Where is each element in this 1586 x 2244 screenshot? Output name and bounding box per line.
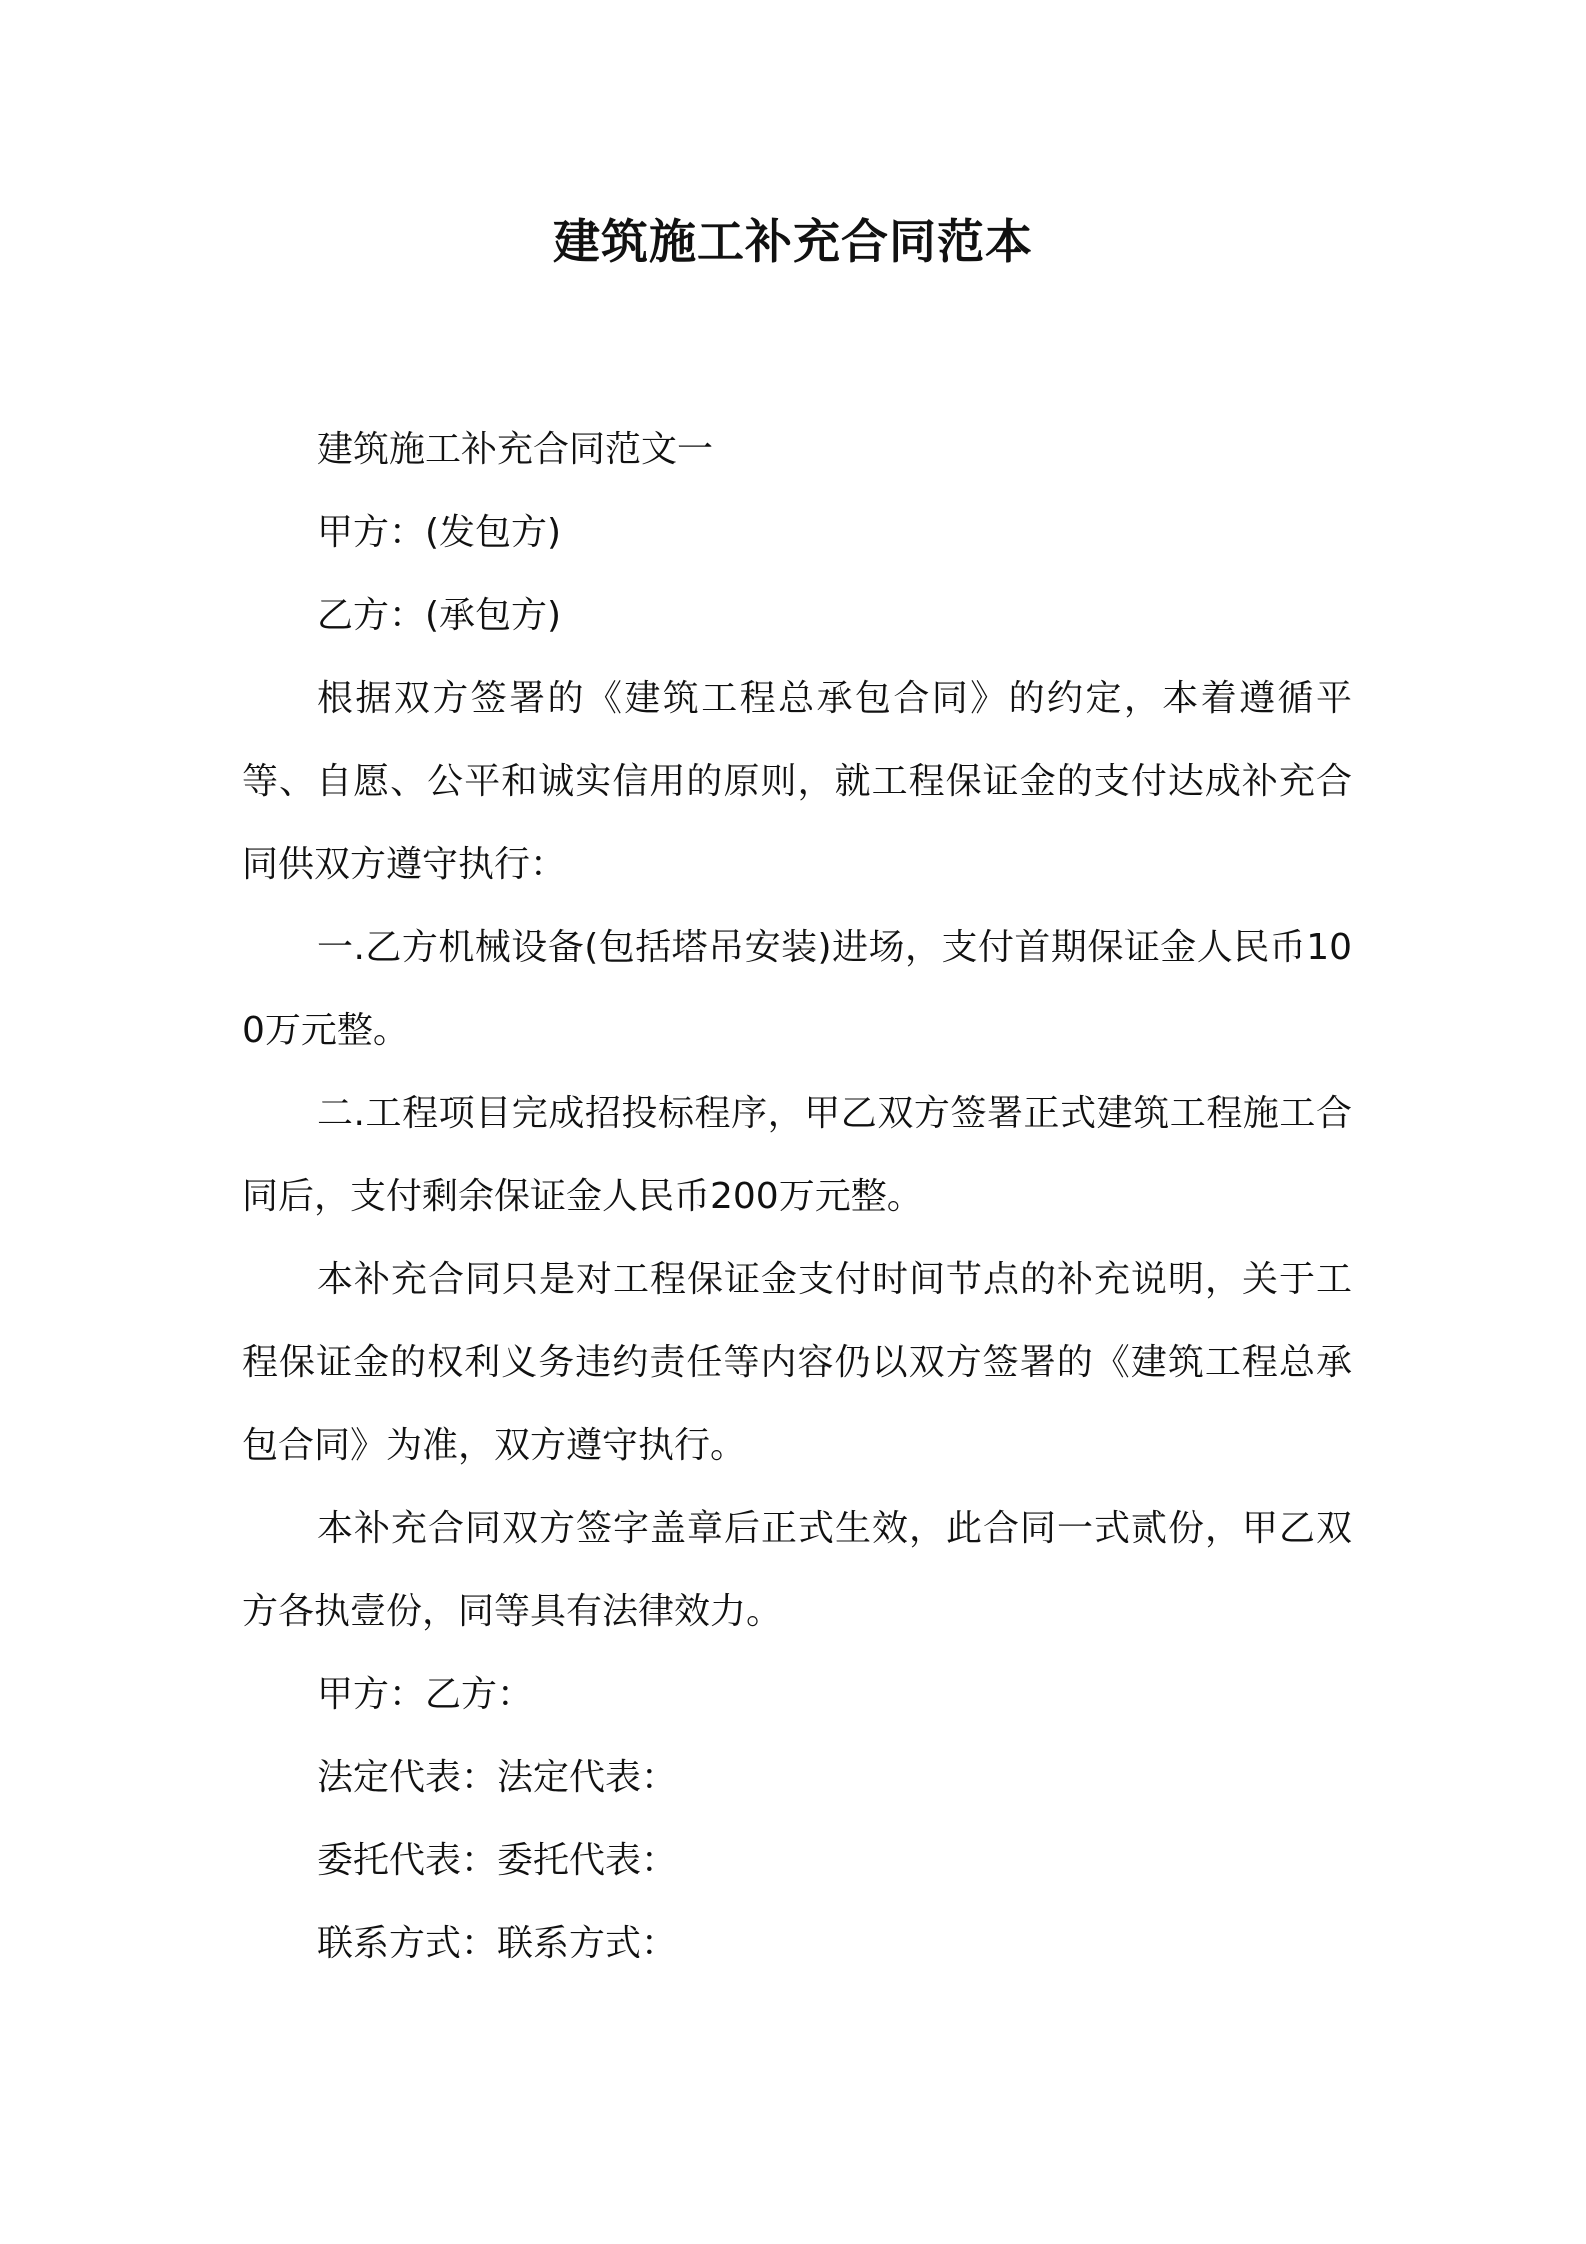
signature-parties: 甲方：乙方： bbox=[317, 1674, 534, 1715]
clause-two: 二.工程项目完成招投标程序，甲乙双方签署正式建筑工程施工合同后，支付剩余保证金人民币200万元整。 bbox=[242, 1093, 1352, 1217]
party-a-line: 甲方：(发包方) bbox=[317, 512, 562, 553]
document-title: 建筑施工补充合同范本 bbox=[553, 215, 1033, 270]
effectiveness-paragraph: 本补充合同双方签字盖章后正式生效，此合同一式贰份，甲乙双方各执壹份，同等具有法律效力。 bbox=[242, 1508, 1352, 1632]
signature-contact: 联系方式：联系方式： bbox=[317, 1923, 678, 1964]
signature-authorized-representative: 委托代表：委托代表： bbox=[317, 1840, 678, 1881]
party-b-line: 乙方：(承包方) bbox=[317, 595, 562, 636]
document-body bbox=[242, 408, 1352, 1985]
clause-one: 一.乙方机械设备(包括塔吊安装)进场，支付首期保证金人民币100万元整。 bbox=[242, 927, 1352, 1051]
explanation-paragraph: 本补充合同只是对工程保证金支付时间节点的补充说明，关于工程保证金的权利义务违约责任等内容仍以双方签署的《建筑工程总承包合同》为准，双方遵守执行。 bbox=[242, 1259, 1352, 1466]
signature-legal-representative: 法定代表：法定代表： bbox=[317, 1757, 678, 1798]
preamble-paragraph: 根据双方签署的《建筑工程总承包合同》的约定，本着遵循平等、自愿、公平和诚实信用的原则，就工程保证金的支付达成补充合同供双方遵守执行： bbox=[242, 678, 1352, 885]
section-heading: 建筑施工补充合同范文一 bbox=[317, 429, 714, 470]
